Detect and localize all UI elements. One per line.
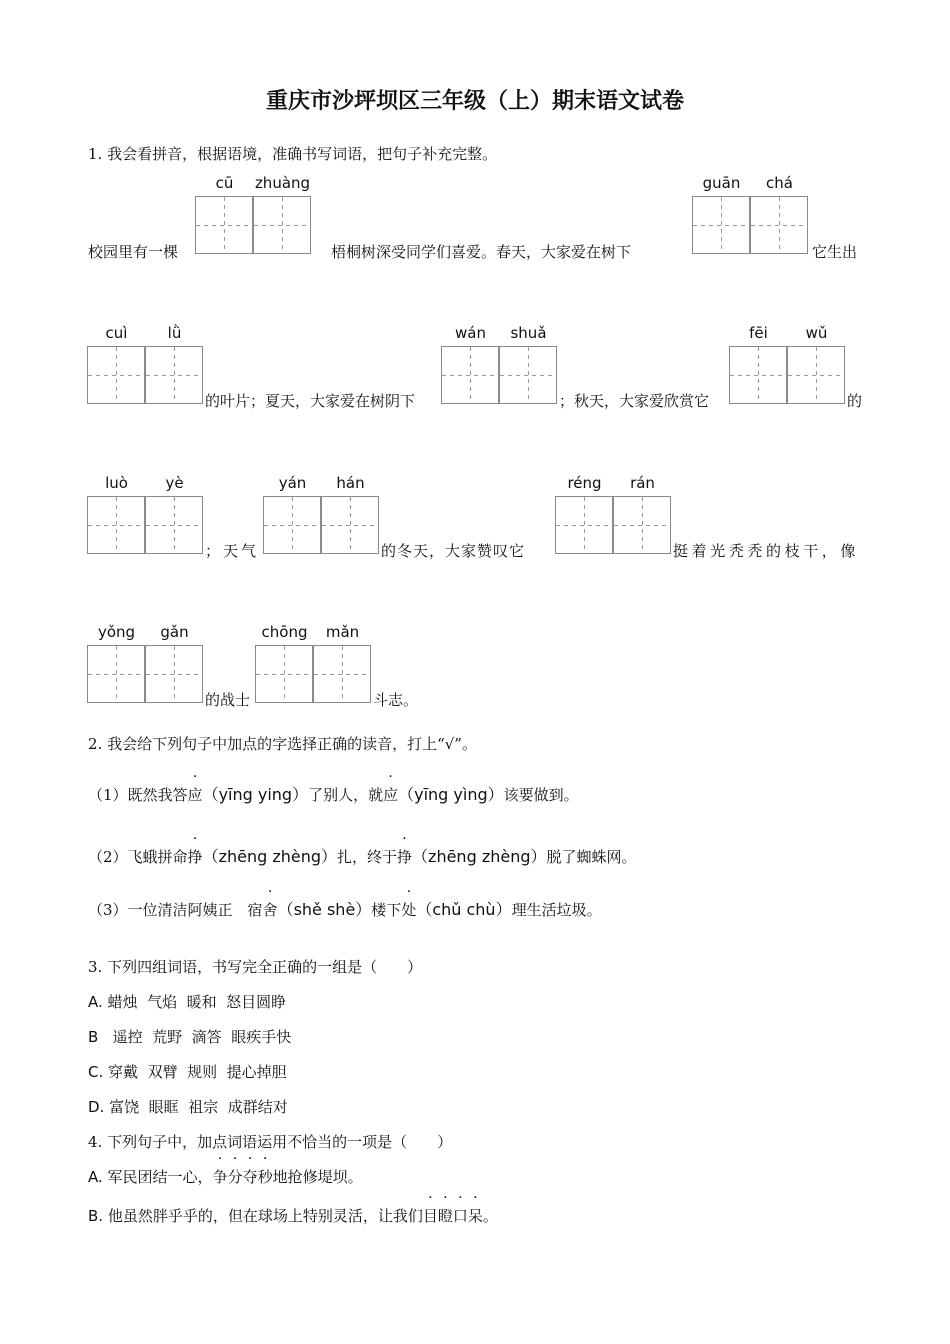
writing-grid-cell[interactable] — [441, 346, 499, 404]
pinyin-choice[interactable]: （chǔ chù） — [416, 900, 512, 919]
sentence-text: 它生出 — [812, 243, 858, 261]
pinyin: chōng — [261, 623, 308, 641]
writing-grid-cell[interactable] — [787, 346, 845, 404]
writing-grid-cell[interactable] — [313, 645, 371, 703]
option-text: 富饶 眼眶 祖宗 成群结对 — [109, 1098, 288, 1116]
sentence-text: 校园里有一棵 — [88, 243, 179, 261]
q2-heading: 2. 我会给下列句子中加点的字选择正确的读音，打上“√”。 — [88, 735, 477, 753]
dotted-char: 应 — [187, 786, 203, 804]
pinyin: guān — [702, 174, 741, 192]
pinyin: rán — [630, 474, 655, 492]
option-text: 地抢修堤坝。 — [272, 1168, 363, 1186]
sentence-text: （2）飞蛾拼命 — [88, 848, 188, 866]
pinyin: wán — [455, 324, 486, 342]
sentence-text: 该要做到。 — [503, 786, 579, 804]
dotted-char: 分 — [227, 1168, 243, 1186]
q3-heading: 3. 下列四组词语，书写完全正确的一组是（ ） — [88, 958, 423, 976]
pinyin: fēi — [749, 324, 768, 342]
dotted-char: 秒 — [257, 1168, 273, 1186]
pinyin: lǜ — [167, 324, 182, 342]
sentence-text: 理生活垃圾。 — [511, 901, 602, 919]
dotted-char: 夺 — [242, 1168, 258, 1186]
pinyin: yǒng — [97, 623, 136, 641]
writing-grid-cell[interactable] — [613, 496, 671, 554]
writing-grid-cell[interactable] — [692, 196, 750, 254]
writing-grid-cell[interactable] — [87, 496, 145, 554]
writing-grid-cell[interactable] — [729, 346, 787, 404]
dotted-char: 争 — [212, 1168, 228, 1186]
q2-sentence-3 — [88, 897, 602, 920]
sentence-text: 挺着光秃秃的枝干，像 — [673, 542, 860, 560]
writing-grid-cell[interactable] — [555, 496, 613, 554]
dotted-char: 挣 — [397, 848, 413, 866]
sentence-text: 楼下 — [371, 901, 402, 919]
option-text: 。 — [482, 1207, 498, 1225]
sentence-text: （1）既然我答 — [88, 786, 188, 804]
pinyin-choice[interactable]: （shě shè） — [277, 900, 372, 919]
dotted-char: 舍 — [262, 901, 278, 919]
option-text: 他虽然胖乎乎的，但在球场上特别灵活，让我们 — [107, 1207, 423, 1225]
dotted-char: 瞪 — [437, 1207, 453, 1225]
dotted-char: 处 — [401, 901, 417, 919]
option-label: B. — [88, 1207, 104, 1225]
option-label: C. — [88, 1063, 104, 1081]
pinyin: luò — [105, 474, 128, 492]
writing-grid-cell[interactable] — [195, 196, 253, 254]
option-text: 蜡烛 气焰 暖和 怒目圆睁 — [107, 993, 287, 1011]
sentence-text: 的战士 — [205, 691, 251, 709]
q2-sentence-1 — [88, 782, 579, 805]
writing-grid-cell[interactable] — [321, 496, 379, 554]
option-text: 穿戴 双臂 规则 提心掉胆 — [108, 1063, 287, 1081]
writing-grid-cell[interactable] — [263, 496, 321, 554]
writing-grid-cell[interactable] — [145, 496, 203, 554]
sentence-text: ；天气 — [205, 542, 260, 560]
q3-option-a[interactable] — [88, 991, 286, 1012]
pinyin-choice[interactable]: （yīng yìng） — [398, 785, 504, 804]
sentence-text: 的叶片；夏天，大家爱在树阴下 — [205, 392, 416, 410]
option-text: 军民团结一心， — [107, 1168, 213, 1186]
pinyin: wǔ — [805, 324, 828, 342]
dotted-char: 口 — [452, 1207, 468, 1225]
dotted-char: 呆 — [467, 1207, 483, 1225]
pinyin: gǎn — [160, 623, 189, 641]
writing-grid-cell[interactable] — [145, 645, 203, 703]
option-text: 遥控 荒野 滴答 眼疾手快 — [112, 1028, 292, 1046]
writing-grid-cell[interactable] — [750, 196, 808, 254]
pinyin: yè — [165, 474, 184, 492]
pinyin-choice[interactable]: （zhēng zhèng） — [412, 847, 547, 866]
pinyin: hán — [336, 474, 365, 492]
writing-grid-cell[interactable] — [255, 645, 313, 703]
pinyin: chá — [766, 174, 793, 192]
pinyin-choice[interactable]: （zhēng zhèng） — [202, 847, 338, 866]
sentence-text: （3）一位清洁阿姨正 宿 — [88, 901, 263, 919]
sentence-text: 梧桐树深受同学们喜爱。春天，大家爱在树下 — [331, 243, 632, 261]
dotted-char: 目 — [422, 1207, 438, 1225]
pinyin: zhuàng — [254, 174, 311, 192]
q3-option-d[interactable] — [88, 1096, 288, 1117]
page-title: 重庆市沙坪坝区三年级（上）期末语文试卷 — [265, 88, 684, 114]
pinyin: cuì — [105, 324, 128, 342]
pinyin: cū — [215, 174, 234, 192]
option-label: A. — [88, 993, 103, 1011]
writing-grid-cell[interactable] — [145, 346, 203, 404]
q2-sentence-2 — [88, 844, 637, 867]
writing-grid-cell[interactable] — [87, 346, 145, 404]
pinyin: mǎn — [325, 623, 360, 641]
sentence-text: 脱了蜘蛛网。 — [546, 848, 637, 866]
sentence-text: 了别人，就 — [308, 786, 384, 804]
q3-option-c[interactable] — [88, 1061, 287, 1082]
writing-grid-cell[interactable] — [253, 196, 311, 254]
q4-heading: 4. 下列句子中，加点词语运用不恰当的一项是（ ） — [88, 1133, 453, 1151]
q1-heading: 1. 我会看拼音，根据语境，准确书写词语，把句子补充完整。 — [88, 145, 498, 163]
q3-option-b[interactable] — [88, 1026, 291, 1047]
sentence-text: 的冬天，大家赞叹它 — [381, 542, 526, 560]
pinyin: yán — [278, 474, 307, 492]
pinyin-choice[interactable]: （yīng ying） — [202, 785, 309, 804]
sentence-text: 的 — [847, 392, 863, 410]
dotted-char: 应 — [383, 786, 399, 804]
sentence-text: 扎，终于 — [337, 848, 398, 866]
q4-option-b[interactable] — [88, 1205, 498, 1226]
pinyin: shuǎ — [510, 324, 547, 342]
option-label: D. — [88, 1098, 105, 1116]
writing-grid-cell[interactable] — [499, 346, 557, 404]
dotted-char: 挣 — [187, 848, 203, 866]
pinyin: réng — [567, 474, 602, 492]
sentence-text: ；秋天，大家爱欣赏它 — [559, 392, 710, 410]
option-label: B — [88, 1028, 99, 1046]
writing-grid-cell[interactable] — [87, 645, 145, 703]
q4-option-a[interactable] — [88, 1166, 363, 1187]
option-label: A. — [88, 1168, 103, 1186]
sentence-text: 斗志。 — [373, 691, 419, 709]
